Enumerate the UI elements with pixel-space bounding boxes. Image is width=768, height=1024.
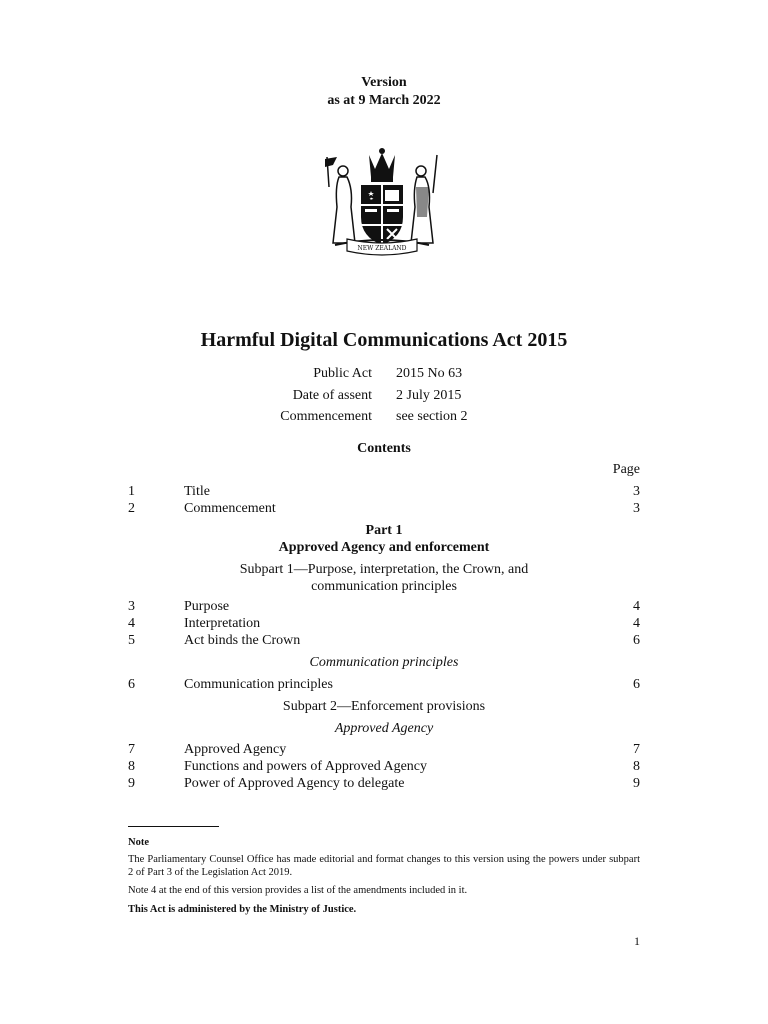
contents-heading: Contents xyxy=(357,441,411,456)
note-paragraph: The Parliamentary Counsel Office has made editorial and format changes to this version using the powers under subpart 2 of Part 3 of the Legislation Act 2019. xyxy=(128,854,640,878)
administering-ministry: This Act is administered by the Ministry of Justice. xyxy=(128,904,357,915)
toc-title[interactable]: Communication principles xyxy=(184,677,333,692)
version-date: as at 9 March 2022 xyxy=(327,93,441,108)
toc-item[interactable] xyxy=(128,483,640,500)
note-paragraph: Note 4 at the end of this version provides a list of the amendments included in it. xyxy=(128,885,468,896)
subpart-title: Subpart 2—Enforcement provisions xyxy=(282,699,486,714)
toc-number: 6 xyxy=(128,677,135,692)
footnote-divider xyxy=(128,826,219,827)
meta-label: Commencement xyxy=(280,409,372,424)
version-header xyxy=(0,74,768,110)
toc-item[interactable] xyxy=(128,615,640,632)
subpart-title-continued: communication principles xyxy=(311,579,457,594)
toc-title[interactable]: Functions and powers of Approved Agency xyxy=(184,759,428,774)
toc-number: 9 xyxy=(128,776,135,791)
toc-page: 9 xyxy=(633,776,640,791)
act-title: Harmful Digital Communications Act 2015 xyxy=(200,329,568,351)
crest-banner-text: NEW ZEALAND xyxy=(357,245,407,252)
toc-item[interactable] xyxy=(128,775,640,792)
cross-heading: Communication principles xyxy=(309,655,459,670)
meta-value: see section 2 xyxy=(396,409,468,424)
toc-item[interactable] xyxy=(128,741,640,758)
toc-page: 4 xyxy=(633,616,640,631)
meta-label: Date of assent xyxy=(292,388,372,403)
toc-title[interactable]: Power of Approved Agency to delegate xyxy=(184,776,405,791)
toc-title[interactable]: Approved Agency xyxy=(184,742,287,757)
crown-icon xyxy=(369,148,395,182)
toc-page: 8 xyxy=(633,759,640,774)
toc-page: 6 xyxy=(633,633,640,648)
toc-page: 3 xyxy=(633,501,640,516)
toc-title[interactable]: Commencement xyxy=(184,501,276,516)
page-column-heading: Page xyxy=(612,462,640,477)
meta-label: Public Act xyxy=(313,366,372,381)
toc-page: 3 xyxy=(633,484,640,499)
toc-item[interactable] xyxy=(128,632,640,649)
toc-title[interactable]: Title xyxy=(184,484,210,499)
cross-heading: Approved Agency xyxy=(334,721,434,736)
toc-item[interactable] xyxy=(128,500,640,517)
toc-number: 4 xyxy=(128,616,135,631)
toc-title[interactable]: Interpretation xyxy=(184,616,261,631)
toc-item[interactable] xyxy=(128,676,640,693)
toc-page: 7 xyxy=(633,742,640,757)
note-heading: Note xyxy=(128,837,149,848)
toc-number: 5 xyxy=(128,633,135,648)
toc-page: 6 xyxy=(633,677,640,692)
toc-number: 8 xyxy=(128,759,135,774)
part-label: Part 1 xyxy=(365,523,403,538)
version-label: Version xyxy=(361,75,407,90)
toc-number: 1 xyxy=(128,484,135,499)
toc-title[interactable]: Purpose xyxy=(184,599,230,614)
meta-value: 2015 No 63 xyxy=(396,366,463,381)
toc-item[interactable] xyxy=(128,758,640,775)
part-title: Approved Agency and enforcement xyxy=(278,540,490,555)
nz-coat-of-arms-icon xyxy=(321,147,443,259)
meta-value: 2 July 2015 xyxy=(396,388,462,403)
toc-number: 2 xyxy=(128,501,135,516)
toc-title[interactable]: Act binds the Crown xyxy=(184,633,301,648)
toc-page: 4 xyxy=(633,599,640,614)
toc-number: 7 xyxy=(128,742,135,757)
toc-number: 3 xyxy=(128,599,135,614)
page-number: 1 xyxy=(634,934,640,948)
subpart-title: Subpart 1—Purpose, interpretation, the Crown, and xyxy=(239,562,529,577)
toc-item[interactable] xyxy=(128,598,640,615)
